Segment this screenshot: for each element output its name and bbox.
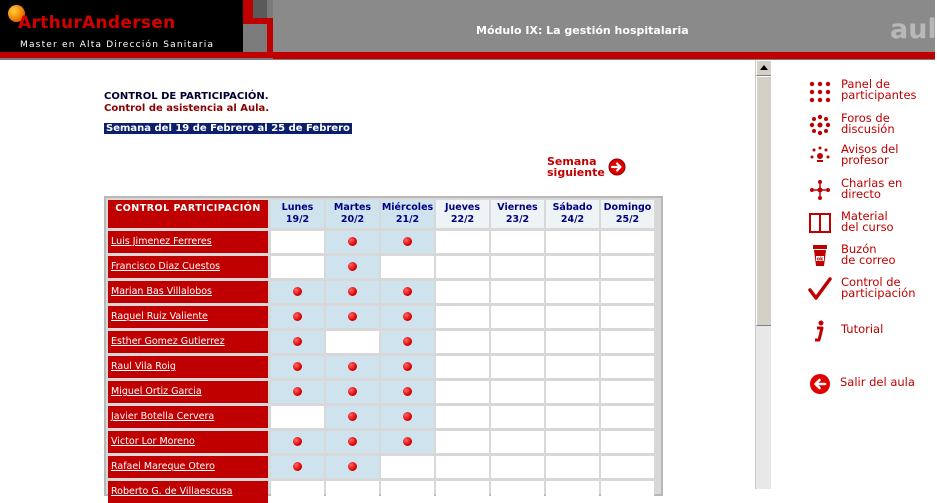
attendance-dot-icon [348, 287, 357, 296]
day-date: 20/2 [340, 214, 365, 225]
day-name: Miércoles [381, 202, 434, 213]
week-range-label: Semana del 19 de Febrero al 25 de Febrero [106, 123, 350, 134]
control-header: CONTROL PARTICIPACIÓN [108, 200, 268, 228]
attendance-cell [381, 406, 434, 428]
attendance-dot-icon [293, 337, 302, 346]
day-name: Viernes [497, 202, 538, 213]
participant-row [108, 331, 268, 353]
day-date: 23/2 [505, 214, 530, 225]
book-icon [808, 211, 832, 235]
attendance-dot-icon [348, 312, 357, 321]
attendance-dot-icon [293, 287, 302, 296]
arrow-right-icon [608, 158, 626, 176]
attendance-cell [546, 231, 599, 253]
participant-name-link[interactable]: Francisco Diaz Cuestos [111, 261, 221, 272]
attendance-cell [436, 331, 489, 353]
attendance-cell [381, 256, 434, 278]
live-chat-icon [808, 178, 832, 202]
attendance-cell [436, 431, 489, 453]
header-decor-bar [0, 52, 273, 58]
attendance-cell [546, 406, 599, 428]
participant-row [108, 256, 268, 278]
attendance-cell [326, 481, 379, 503]
participant-name-link[interactable]: Miguel Ortiz Garcia [111, 386, 202, 397]
main-content [0, 60, 755, 497]
participant-name-link[interactable]: Luis Jimenez Ferreres [111, 236, 212, 247]
attendance-cell [491, 231, 544, 253]
attendance-dot-icon [403, 362, 412, 371]
attendance-cell [271, 281, 324, 303]
attendance-cell [491, 281, 544, 303]
attendance-cell [546, 431, 599, 453]
nav-label: Material del curso [841, 209, 894, 234]
attendance-cell [271, 331, 324, 353]
header-divider [253, 0, 267, 18]
logo [0, 0, 243, 52]
attendance-cell [601, 431, 654, 453]
nav-label: Buzón de correo [841, 242, 896, 267]
participant-row [108, 281, 268, 303]
attendance-dot-icon [403, 337, 412, 346]
attendance-cell [546, 306, 599, 328]
participant-row [108, 381, 268, 403]
forum-cluster-icon [808, 113, 832, 137]
attendance-cell [326, 231, 379, 253]
page-subtitle: Control de asistencia al Aula. [104, 103, 270, 114]
attendance-cell [381, 306, 434, 328]
svg-text:ok: ok [816, 256, 824, 263]
day-header [436, 200, 489, 228]
attendance-cell [326, 331, 379, 353]
attendance-dot-icon [293, 362, 302, 371]
attendance-dot-icon [348, 362, 357, 371]
participant-name-link[interactable]: Marian Bas Villalobos [111, 286, 213, 297]
participant-name-link[interactable]: Rafael Mareque Otero [111, 461, 215, 472]
attendance-dot-icon [403, 412, 412, 421]
day-date: 21/2 [395, 214, 420, 225]
vertical-scrollbar[interactable] [755, 60, 771, 489]
header-decor-bar [267, 18, 273, 52]
attendance-cell [546, 456, 599, 478]
nav-label: Avisos del profesor [841, 142, 899, 167]
attendance-dot-icon [403, 237, 412, 246]
day-name: Martes [333, 202, 372, 213]
attendance-cell [436, 231, 489, 253]
attendance-cell [601, 256, 654, 278]
attendance-cell [546, 331, 599, 353]
attendance-cell [381, 381, 434, 403]
nav-label: Foros de discusión [841, 111, 895, 136]
attendance-cell [546, 481, 599, 503]
attendance-cell [601, 306, 654, 328]
scroll-up-button[interactable] [756, 60, 772, 76]
participant-name-link[interactable]: Raul Vila Roig [111, 361, 176, 372]
nav-label: Salir del aula [840, 375, 915, 389]
attendance-cell [491, 406, 544, 428]
participant-row [108, 456, 268, 478]
attendance-cell [491, 456, 544, 478]
attendance-dot-icon [348, 462, 357, 471]
day-header [326, 200, 379, 228]
day-date: 25/2 [615, 214, 640, 225]
attendance-cell [326, 381, 379, 403]
attendance-cell [491, 331, 544, 353]
day-name: Domingo [603, 202, 652, 213]
attendance-cell [491, 381, 544, 403]
attendance-cell [271, 356, 324, 378]
attendance-cell [381, 356, 434, 378]
participant-row [108, 231, 268, 253]
info-icon [808, 319, 832, 343]
attendance-cell [491, 356, 544, 378]
attendance-dot-icon [403, 287, 412, 296]
attendance-dot-icon [348, 262, 357, 271]
logo-name: ArthurAndersen [18, 13, 176, 33]
day-header [491, 200, 544, 228]
nav-label: Panel de participantes [841, 77, 917, 102]
participant-row [108, 356, 268, 378]
attendance-cell [381, 456, 434, 478]
attendance-dot-icon [293, 437, 302, 446]
attendance-cell [436, 481, 489, 503]
attendance-cell [491, 481, 544, 503]
attendance-dot-icon [293, 312, 302, 321]
day-name: Jueves [444, 202, 481, 213]
attendance-cell [546, 256, 599, 278]
attendance-cell [601, 481, 654, 503]
attendance-dot-icon [348, 437, 357, 446]
attendance-cell [381, 231, 434, 253]
attendance-cell [326, 281, 379, 303]
attendance-cell [326, 431, 379, 453]
attendance-cell [491, 306, 544, 328]
attendance-cell [326, 306, 379, 328]
teacher-notice-icon [808, 144, 832, 168]
attendance-cell [601, 406, 654, 428]
attendance-cell [601, 281, 654, 303]
attendance-dot-icon [403, 437, 412, 446]
nav-label: Tutorial [841, 322, 884, 336]
attendance-cell [436, 456, 489, 478]
attendance-cell [601, 456, 654, 478]
attendance-dot-icon [403, 312, 412, 321]
module-title: Módulo IX: La gestión hospitalaria [476, 24, 689, 37]
attendance-dot-icon [348, 412, 357, 421]
attendance-cell [271, 256, 324, 278]
nav-label: Charlas en directo [841, 176, 903, 201]
day-date: 22/2 [450, 214, 475, 225]
attendance-cell [271, 306, 324, 328]
day-header [381, 200, 434, 228]
attendance-cell [271, 381, 324, 403]
attendance-cell [436, 256, 489, 278]
attendance-cell [381, 331, 434, 353]
attendance-cell [436, 306, 489, 328]
checkmark-icon [808, 277, 832, 301]
attendance-cell [601, 331, 654, 353]
day-header [601, 200, 654, 228]
attendance-cell [271, 431, 324, 453]
attendance-cell [381, 431, 434, 453]
exit-arrow-icon [808, 372, 832, 396]
attendance-cell [436, 406, 489, 428]
attendance-cell [546, 356, 599, 378]
day-header [546, 200, 599, 228]
attendance-cell [326, 456, 379, 478]
attendance-cell [491, 256, 544, 278]
scroll-thumb[interactable] [756, 76, 772, 326]
participant-row [108, 431, 268, 453]
participant-name-link[interactable]: Javier Botella Cervera [111, 411, 215, 422]
attendance-cell [601, 356, 654, 378]
attendance-cell [326, 406, 379, 428]
nav-label: Control de participación [841, 275, 916, 300]
participant-name-link[interactable]: Raquel Ruiz Valiente [111, 311, 208, 322]
participant-row [108, 306, 268, 328]
attendance-table [104, 196, 663, 496]
attendance-dot-icon [403, 387, 412, 396]
attendance-cell [326, 256, 379, 278]
day-header [271, 200, 324, 228]
participant-row [108, 481, 268, 503]
app-header [0, 0, 935, 60]
attendance-cell [271, 231, 324, 253]
attendance-cell [491, 431, 544, 453]
attendance-cell [546, 381, 599, 403]
day-name: Sábado [552, 202, 593, 213]
participant-row [108, 406, 268, 428]
attendance-cell [271, 456, 324, 478]
attendance-cell [381, 481, 434, 503]
participant-name-link[interactable]: Victor Lor Moreno [111, 436, 195, 447]
attendance-cell [436, 381, 489, 403]
attendance-cell [436, 356, 489, 378]
attendance-dot-icon [348, 387, 357, 396]
day-date: 19/2 [285, 214, 310, 225]
attendance-dot-icon [293, 462, 302, 471]
participant-name-link[interactable]: Roberto G. de Villaescusa [111, 486, 233, 497]
grid-dots-icon [808, 80, 832, 104]
participant-name-link[interactable]: Esther Gomez Gutierrez [111, 336, 225, 347]
attendance-cell [381, 281, 434, 303]
aula-brand-text: aul [890, 14, 937, 45]
next-week-button[interactable] [547, 156, 632, 180]
attendance-cell [326, 356, 379, 378]
attendance-cell [271, 481, 324, 503]
attendance-dot-icon [348, 237, 357, 246]
attendance-cell [601, 381, 654, 403]
right-nav [771, 60, 935, 489]
day-name: Lunes [281, 202, 314, 213]
mailbox-icon [808, 244, 832, 268]
page-title: CONTROL DE PARTICIPACIÓN. [104, 91, 269, 102]
attendance-cell [271, 406, 324, 428]
attendance-cell [546, 281, 599, 303]
day-date: 24/2 [560, 214, 585, 225]
header-decor-bar [273, 52, 935, 59]
attendance-cell [601, 231, 654, 253]
arrow-up-icon [760, 65, 768, 70]
next-week-label: Semana siguiente [547, 155, 605, 179]
logo-subtitle: Master en Alta Dirección Sanitaria [20, 40, 215, 50]
attendance-dot-icon [293, 387, 302, 396]
attendance-cell [436, 281, 489, 303]
